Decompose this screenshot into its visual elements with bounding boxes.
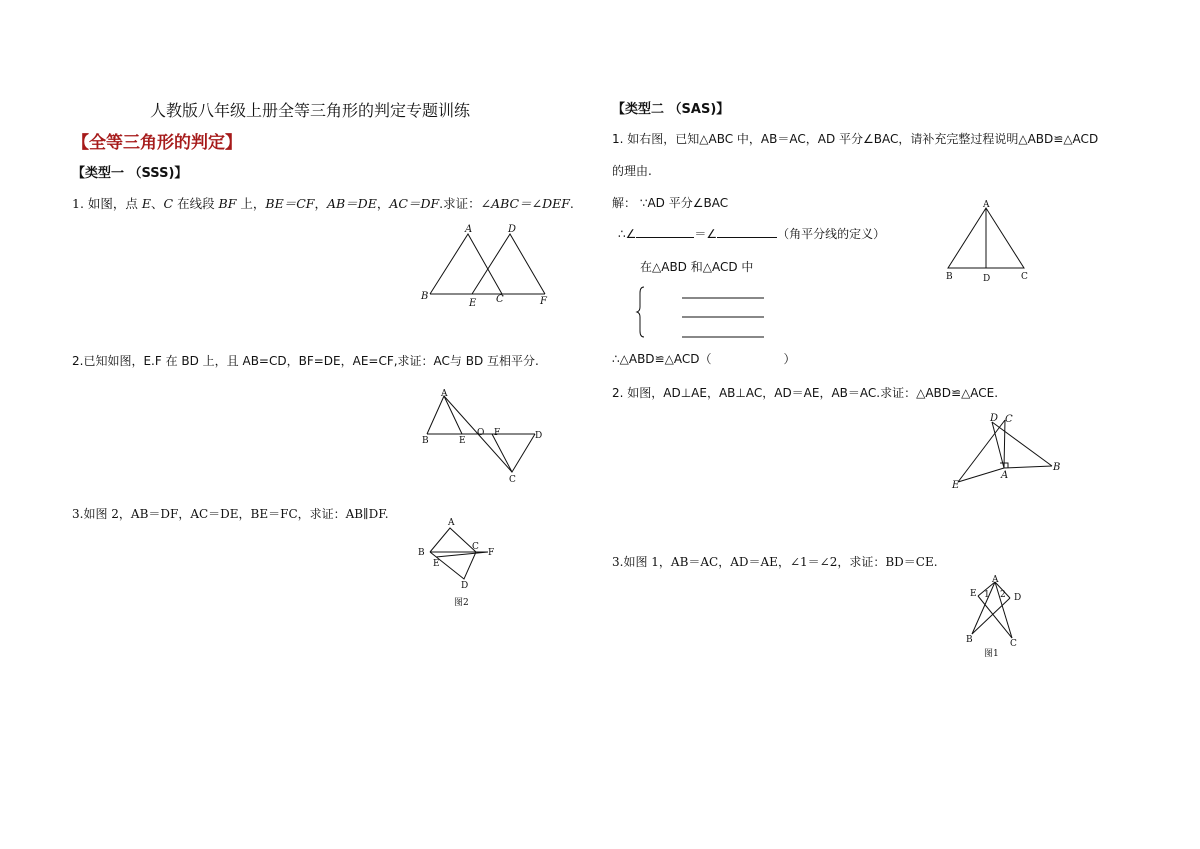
label-d: D (990, 413, 999, 424)
label-f: F (540, 296, 547, 307)
q1-sep-1: ， (314, 196, 327, 211)
figure-sas-q1 (940, 196, 1040, 286)
question-1-sas-line2: 的理由. (612, 164, 652, 178)
question-3-sas: 3.如图 1，AB＝AC，AD＝AE，∠1＝∠2，求证：BD＝CE. (612, 555, 938, 569)
label-e: E (469, 298, 477, 309)
figure-caption: 图1 (984, 649, 999, 659)
label-c: C (509, 475, 516, 485)
label-b: B (422, 436, 429, 446)
line-ef (436, 552, 488, 557)
label-angle-1: 1 (984, 590, 990, 600)
q1-eq-3: AC＝DF (389, 196, 440, 211)
label-a: A (441, 389, 448, 399)
label-e: E (433, 559, 440, 569)
figure-sas-q3 (962, 572, 1032, 662)
question-1-sas-line1: 1. 如右图，已知△ABC 中，AB＝AC，AD 平分∠BAC，请补充完整过程说明△ABD≌△ACD (612, 132, 1099, 146)
label-a: A (448, 518, 455, 528)
triangle-abe (427, 396, 462, 434)
conclusion-end: ） (783, 352, 796, 366)
line-ae (958, 468, 1004, 482)
label-a: A (465, 224, 473, 235)
figure-caption: 图2 (454, 598, 469, 608)
figure-q3 (418, 515, 508, 610)
label-c: C (1021, 272, 1028, 282)
figure-q1-sss (420, 222, 560, 312)
label-o: O (477, 428, 485, 438)
brace-system (638, 285, 778, 340)
label-a: A (992, 575, 999, 585)
line-ec (978, 596, 1012, 638)
label-d: D (983, 274, 991, 284)
brace-icon (637, 287, 644, 337)
therefore-equals-angle: ＝∠ (694, 227, 718, 241)
therefore-reason: （角平分线的定义） (777, 227, 886, 241)
q1-text-comma: 、 (151, 196, 164, 211)
figure-sas-q2 (950, 410, 1070, 495)
conclusion-line (612, 350, 795, 367)
type2-heading: 【类型二 （SAS)】 (612, 102, 730, 117)
label-b: B (418, 548, 425, 558)
label-b: B (946, 272, 953, 282)
conclusion-text: ∴△ABD≌△ACD（ (612, 352, 712, 366)
triangle-cfd (492, 434, 535, 472)
label-a: A (1001, 470, 1009, 481)
line-ca (1004, 420, 1005, 468)
q1-eq-4: ∠ABC＝∠DEF (480, 196, 570, 211)
q1-sep-2: ， (376, 196, 390, 211)
section-heading: 【全等三角形的判定】 (72, 133, 242, 153)
label-b: B (421, 291, 429, 302)
label-angle-2: 2 (1000, 590, 1006, 600)
label-f: F (494, 428, 501, 438)
q1-eq-1: BE＝CF (265, 196, 315, 211)
label-c: C (1010, 639, 1017, 649)
label-c: C (472, 542, 479, 552)
question-2-sss: 2.已知如图，E.F 在 BD 上，且 AB=CD，BF=DE，AE=CF,求证：AC与 BD 互相平分. (72, 354, 539, 368)
label-c: C (496, 294, 504, 305)
label-d: D (461, 581, 469, 591)
q1-var-bf: BF (218, 196, 237, 211)
figure-q2 (420, 388, 550, 488)
q1-var-c: C (163, 196, 174, 211)
label-d: D (535, 431, 543, 441)
line-ce (958, 420, 1005, 482)
label-f: F (488, 548, 495, 558)
question-3-sss: 3.如图 2，AB＝DF，AC＝DE，BE＝FC，求证：AB∥DF. (72, 507, 389, 521)
label-e: E (952, 480, 960, 491)
q1-text-mid1: 在线段 (173, 196, 219, 211)
therefore-angle-prefix: ∴∠ (618, 227, 637, 241)
label-d: D (1014, 593, 1022, 603)
solution-start: 解： ∵AD 平分∠BAC (612, 196, 729, 210)
line-ab (1004, 466, 1052, 468)
therefore-line (618, 225, 885, 242)
label-b: B (1053, 462, 1061, 473)
triangle-def (472, 234, 545, 294)
q1-eq-2: AB＝DE (326, 196, 377, 211)
label-b: B (966, 635, 973, 645)
label-d: D (508, 224, 517, 235)
line-db (992, 422, 1052, 466)
label-a: A (983, 200, 990, 210)
q1-text-mid2: 上， (236, 196, 266, 211)
in-triangles-text: 在△ABD 和△ACD 中 (640, 260, 754, 274)
label-e: E (459, 436, 466, 446)
blank-angle-1[interactable] (636, 225, 694, 238)
q1-text-lead: 1. 如图，点 (72, 196, 142, 211)
q1-text-mid3: .求证： (439, 196, 481, 211)
q1-text-end: . (569, 196, 574, 211)
type1-heading: 【类型一 （SSS)】 (72, 166, 188, 181)
label-e: E (970, 589, 977, 599)
question-2-sas: 2. 如图，AD⊥AE，AB⊥AC，AD＝AE，AB＝AC.求证：△ABD≌△ACE. (612, 386, 999, 400)
blank-angle-2[interactable] (717, 225, 777, 238)
q1-var-e: E (141, 196, 151, 211)
question-1-sss (72, 194, 574, 212)
page-title: 人教版八年级上册全等三角形的判定专题训练 (150, 101, 471, 120)
label-c: C (1005, 414, 1013, 425)
